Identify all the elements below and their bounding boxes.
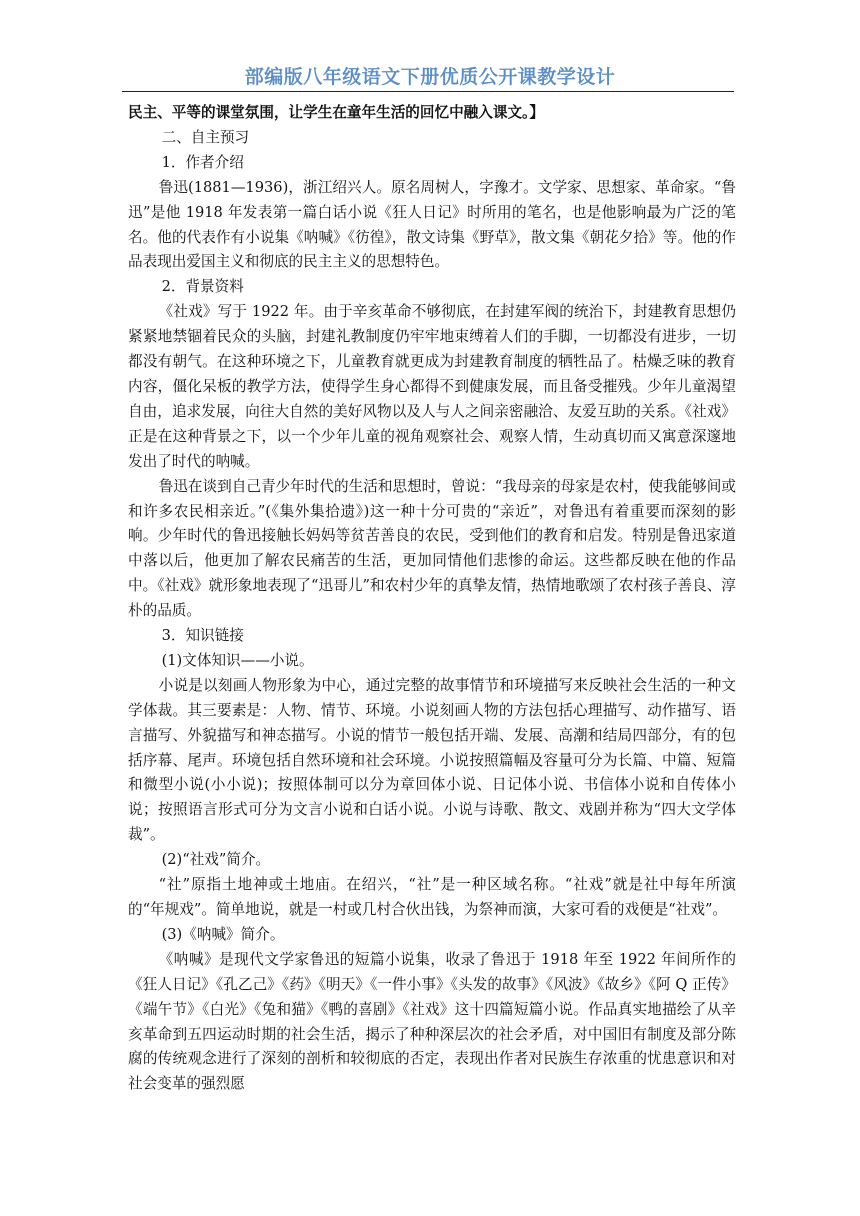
subheading-background: 2．背景资料 — [161, 278, 244, 296]
subheading-sheixi: (2)“社戏”简介。 — [161, 851, 271, 869]
section-heading-preview: 二、自主预习 — [161, 128, 250, 146]
paragraph-nahan: 《呐喊》是现代文学家鲁迅的短篇小说集，收录了鲁迅于 1918 年至 1922 年间所作的《狂人日记》《孔乙己》《药》《明天》《一件小事》《头发的故事》《风波》《故乡》《阿 Q 正传》《端午节》《白光》《兔和猫》《鸭的喜剧》《社戏》这十四篇短篇小说。作品真实地描绘了从辛亥革命到五四运动时期的社会生活，揭示了种种深层次的社会矛盾，对中国旧有制度及部分陈腐的传统观念进行了深刻的剖析和较彻底的否定，表现出作者对民族生存浓重的忧患意识和对社会变革的强烈愿 — [128, 950, 736, 1093]
header-divider — [122, 91, 734, 92]
subheading-author: 1．作者介绍 — [161, 153, 244, 171]
paragraph-background-2: 鲁迅在谈到自己青少年时代的生活和思想时，曾说：“我母亲的母家是农村，使我能够间或和许多农民相亲近。”(《集外集拾遗》)这一种十分可贵的“亲近”，对鲁迅有着重要而深刻的影响。少年时代的鲁迅接触长妈妈等贫苦善良的农民，受到他们的教育和启发。特别是鲁迅家道中落以后，他更加了解农民痛苦的生活，更加同情他们悲惨的命运。这些都反映在他的作品中。《社戏》就形象地表现了“迅哥儿”和农村少年的真挚友情，热情地歌颂了农村孩子善良、淳朴的品质。 — [128, 477, 736, 620]
document-header-title: 部编版八年级语文下册优质公开课教学设计 — [244, 66, 616, 88]
paragraph-sheixi: “社”原指土地神或土地庙。在绍兴，“社”是一种区域名称。“社戏”就是社中每年所演的“年规戏”。简单地说，就是一村或几村合伙出钱，为祭神而演，大家可看的戏便是“社戏”。 — [128, 876, 736, 918]
document-body — [128, 101, 736, 1097]
paragraph-genre: 小说是以刻画人物形象为中心，通过完整的故事情节和环境描写来反映社会生活的一种文学体裁。其三要素是：人物、情节、环境。小说刻画人物的方法包括心理描写、动作描写、语言描写、外貌描写和神态描写。小说的情节一般包括开端、发展、高潮和结局四部分，有的包括序幕、尾声。环境包括自然环境和社会环境。小说按照篇幅及容量可分为长篇、中篇、短篇和微型小说(小小说)；按照体制可以分为章回体小说、日记体小说、书信体小说和自传体小说；按照语言形式可分为文言小说和白话小说。小说与诗歌、散文、戏剧并称为“四大文学体裁”。 — [128, 676, 736, 844]
subheading-nahan: (3)《呐喊》简介。 — [161, 925, 285, 943]
lead-paragraph: 民主、平等的课堂氛围，让学生在童年生活的回忆中融入课文。】 — [128, 104, 544, 121]
subheading-genre: (1)文体知识——小说。 — [161, 651, 314, 669]
paragraph-author-intro: 鲁迅(1881—1936)，浙江绍兴人。原名周树人，字豫才。文学家、思想家、革命家。“鲁迅”是他 1918 年发表第一篇白话小说《狂人日记》时所用的笔名，也是他影响最为广泛的笔名。他的代表作有小说集《呐喊》《彷徨》，散文诗集《野草》，散文集《朝花夕拾》等。他的作品表现出爱国主义和彻底的民主主义的思想特色。 — [128, 178, 736, 271]
paragraph-background-1: 《社戏》写于 1922 年。由于辛亥革命不够彻底，在封建军阀的统治下，封建教育思想仍紧紧地禁锢着民众的头脑，封建礼教制度仍牢牢地束缚着人们的手脚，一切都没有进步，一切都没有朝气。在这种环境之下，儿童教育就更成为封建教育制度的牺牲品了。枯燥乏味的教育内容，僵化呆板的教学方法，使得学生身心都得不到健康发展，而且备受摧残。少年儿童渴望自由，追求发展，向往大自然的美好风物以及人与人之间亲密融洽、友爱互助的关系。《社戏》正是在这种背景之下，以一个少年儿童的视角观察社会、观察人情，生动真切而又寓意深邃地发出了时代的呐喊。 — [128, 303, 736, 470]
subheading-knowledge: 3．知识链接 — [161, 627, 244, 645]
